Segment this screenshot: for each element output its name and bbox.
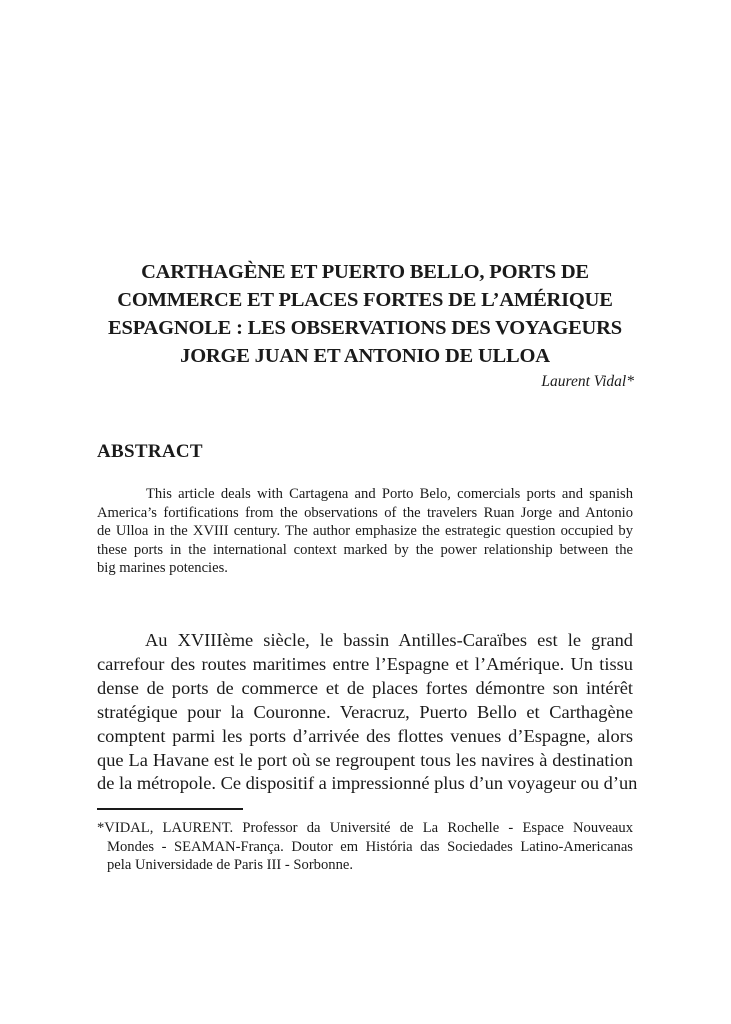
body-line: Au XVIIIème siècle, le bassin Antilles-Caraïbes est le grand [145,630,633,650]
footnote-line: pela Universidade de Paris III - Sorbonne. [107,857,353,874]
abstract-line: America’s fortifications from the observations of the travelers Ruan Jorge and Antonio [97,504,633,521]
body-line: comptent parmi les ports d’arrivée des flottes venues d’Espagne, alors [97,725,633,746]
body-line: dense de ports de commerce et de places fortes démontre son intérêt [97,677,633,698]
title-line: JORGE JUAN ET ANTONIO DE ULLOA [180,345,550,367]
abstract-heading: ABSTRACT [97,441,203,462]
abstract-line: de Ulloa in the XVIII century. The author emphasize the estrategic question occupied by [97,523,633,540]
abstract-line: big marines potencies. [97,560,228,577]
abstract-line: This article deals with Cartagena and Porto Belo, comercials ports and spanish [146,486,633,502]
body-line: carrefour des routes maritimes entre l’Espagne et l’Amérique. Un tissu [97,653,633,674]
footnote-line: Mondes - SEAMAN-França. Doutor em História das Sociedades Latino-Americanas [107,838,633,855]
body-paragraph [97,629,638,796]
abstract-line: these ports in the international context marked by the power relationship between the [97,541,633,558]
body-line: que La Havane est le port où se regroupent tous les navires à destination [97,749,633,770]
title-line: ESPAGNOLE : LES OBSERVATIONS DES VOYAGEURS [108,317,622,339]
body-line: stratégique pour la Couronne. Veracruz, Puerto Bello et Carthagène [97,701,633,722]
footnote-divider [97,808,243,810]
author-name: Laurent Vidal* [541,373,634,390]
article-title [60,258,670,370]
title-line: CARTHAGÈNE ET PUERTO BELLO, PORTS DE [141,261,589,283]
footnote-line: *VIDAL, LAURENT. Professor da Université de La Rochelle - Espace Nouveaux [97,820,633,836]
abstract-text [97,485,633,578]
body-line: de la métropole. Ce dispositif a impressionné plus d’un voyageur ou d’un [97,773,638,794]
footnote [97,819,633,875]
title-line: COMMERCE ET PLACES FORTES DE L’AMÉRIQUE [117,289,613,311]
